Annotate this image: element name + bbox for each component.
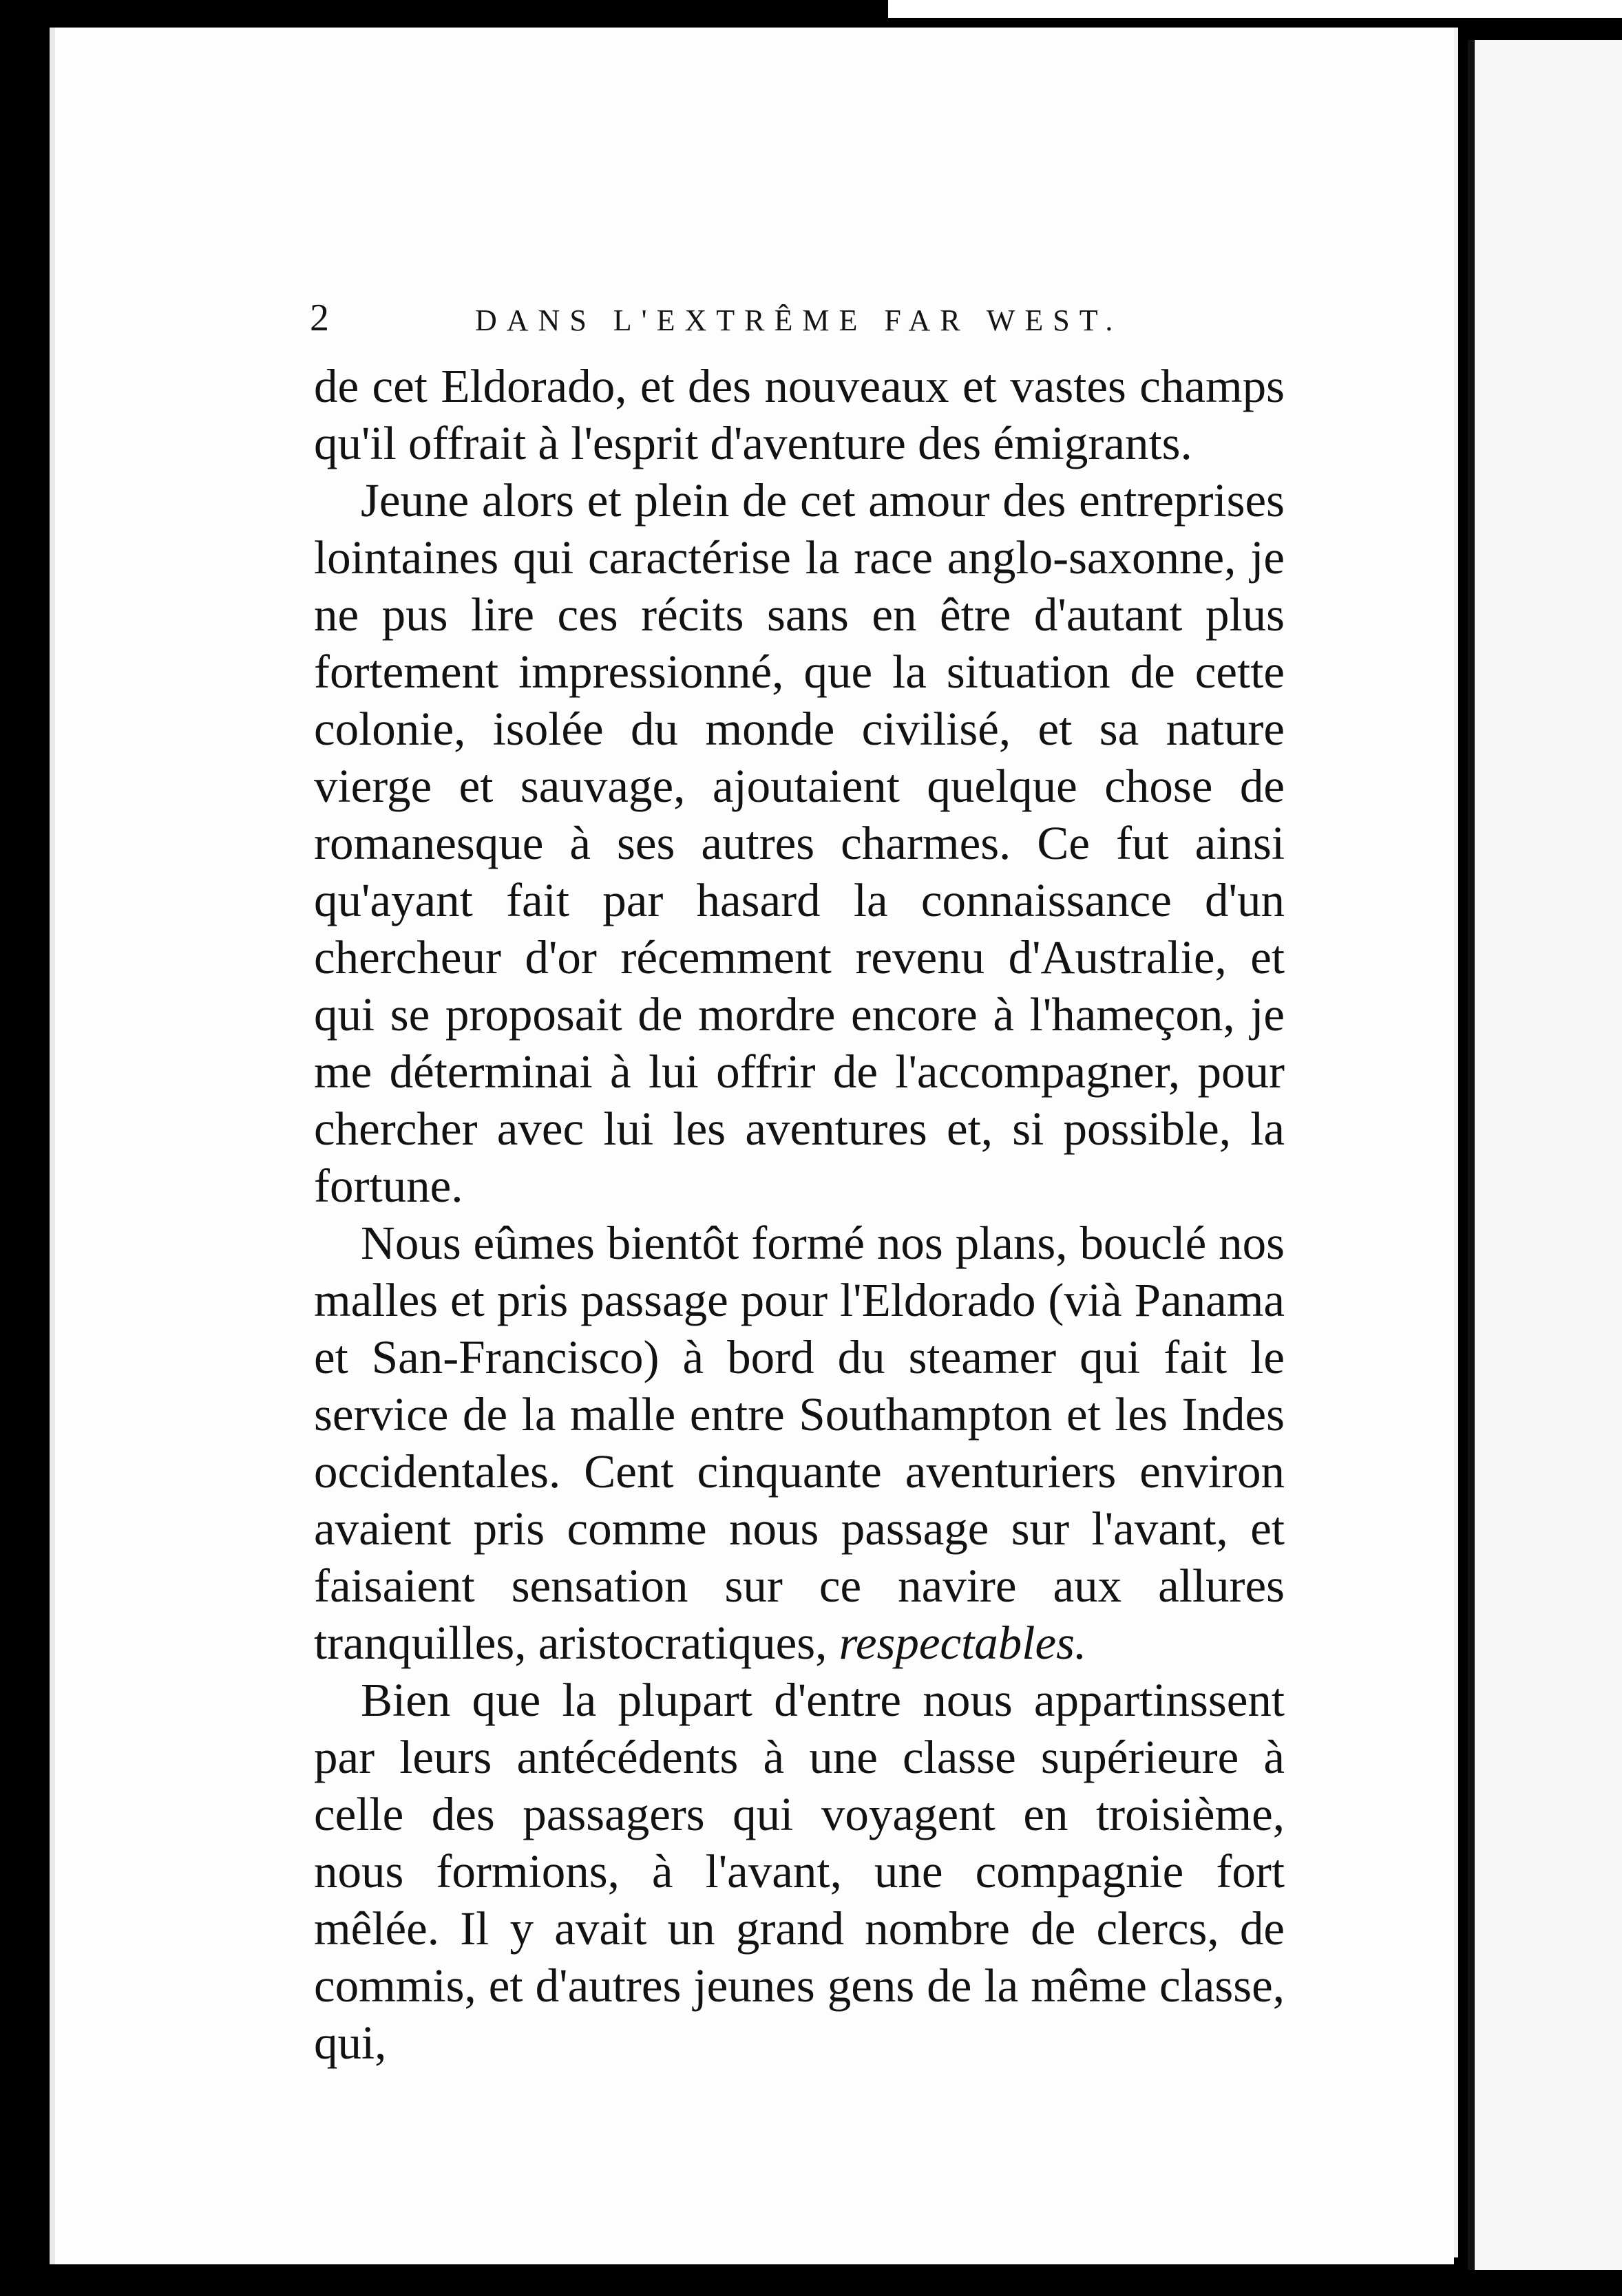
next-page-top-edge [888,0,1622,18]
running-header [310,296,1163,340]
running-title: DANS L'EXTRÊME FAR WEST. [475,304,1123,337]
next-page-right-edge [1468,40,1622,2270]
paragraph-4: Bien que la plupart d'entre nous appartinssent par leurs antécédents à une classe supérieure à celle des passagers qui voyagent en troisième, nous formions, à l'avant, une compagnie fort mêlée. Il y avait un grand nombre de clercs, de commis, et d'autres jeunes gens de la même classe, qui, [314,1674,1285,2069]
page-body [314,358,1285,2072]
page-number: 2 [310,297,329,339]
paragraph-3 [314,1215,1285,1672]
paragraph-3-text: Nous eûmes bientôt formé nos plans, bouclé nos malles et pris passage pour l'Eldorado (vià Panama et San-Francisco) à bord du steamer qui fait le service de la malle entre Southampton et les Indes occidentales. Cent cinquante aventuriers environ avaient pris comme nous passage sur l'avant, et faisaient sensation sur ce navire aux allures tranquilles, aristocratiques, [314,1217,1285,1669]
paragraph-1: de cet Eldorado, et des nouveaux et vastes champs qu'il offrait à l'esprit d'aventure des émigrants. [314,360,1285,469]
paragraph-2: Jeune alors et plein de cet amour des entreprises lointaines qui caractérise la race anglo-saxonne, je ne pus lire ces récits sans en être d'autant plus fortement impressionné, que la situation de cette colonie, isolée du monde civilisé, et sa nature vierge et sauvage, ajoutaient quelque chose de romanesque à ses autres charmes. Ce fut ainsi qu'ayant fait par hasard la connaissance d'un chercheur d'or récemment revenu d'Australie, et qui se proposait de mordre encore à l'hameçon, je me déterminai à lui offrir de l'accompagner, pour chercher avec lui les aventures et, si possible, la fortune. [314,474,1285,1212]
paragraph-3-italic: respectables. [839,1617,1087,1669]
